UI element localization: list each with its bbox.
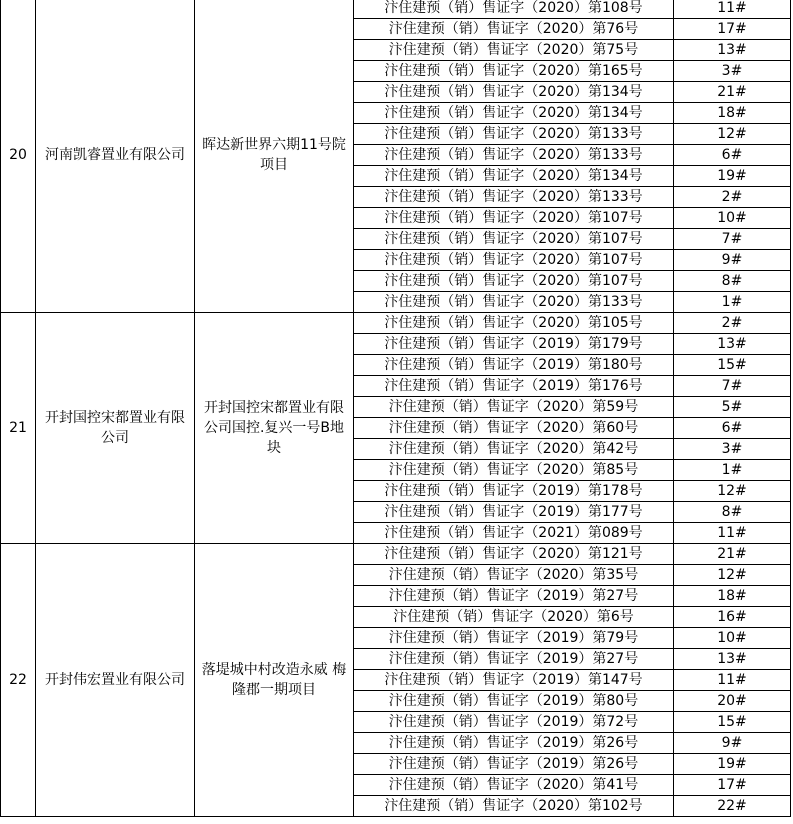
permit-number: 汴住建预（销）售证字（2020）第134号 <box>354 82 674 103</box>
building-number: 22# <box>674 796 791 817</box>
permit-number: 汴住建预（销）售证字（2019）第27号 <box>354 649 674 670</box>
building-number: 1# <box>674 460 791 481</box>
group-number: 20 <box>1 0 36 313</box>
permit-number: 汴住建预（销）售证字（2019）第179号 <box>354 334 674 355</box>
building-number: 19# <box>674 166 791 187</box>
building-number: 10# <box>674 208 791 229</box>
building-number: 15# <box>674 712 791 733</box>
permit-number: 汴住建预（销）售证字（2019）第176号 <box>354 376 674 397</box>
table-row <box>1 0 791 19</box>
permit-number: 汴住建预（销）售证字（2020）第107号 <box>354 250 674 271</box>
permit-number: 汴住建预（销）售证字（2020）第133号 <box>354 292 674 313</box>
building-number: 6# <box>674 418 791 439</box>
project-name: 晖达新世界六期11号院项目 <box>195 0 354 313</box>
building-number: 5# <box>674 397 791 418</box>
building-number: 3# <box>674 439 791 460</box>
permit-number: 汴住建预（销）售证字（2020）第134号 <box>354 166 674 187</box>
building-number: 21# <box>674 544 791 565</box>
building-number: 12# <box>674 481 791 502</box>
permit-number: 汴住建预（销）售证字（2019）第80号 <box>354 691 674 712</box>
building-number: 18# <box>674 103 791 124</box>
building-number: 15# <box>674 355 791 376</box>
permit-number: 汴住建预（销）售证字（2019）第177号 <box>354 502 674 523</box>
permit-number: 汴住建预（销）售证字（2020）第76号 <box>354 19 674 40</box>
building-number: 7# <box>674 376 791 397</box>
building-number: 8# <box>674 502 791 523</box>
group-number: 22 <box>1 544 36 817</box>
permit-number: 汴住建预（销）售证字（2020）第133号 <box>354 187 674 208</box>
building-number: 6# <box>674 145 791 166</box>
building-number: 11# <box>674 670 791 691</box>
permit-number: 汴住建预（销）售证字（2021）第089号 <box>354 523 674 544</box>
building-number: 2# <box>674 187 791 208</box>
building-number: 12# <box>674 565 791 586</box>
permit-number: 汴住建预（销）售证字（2019）第72号 <box>354 712 674 733</box>
permit-number: 汴住建预（销）售证字（2020）第35号 <box>354 565 674 586</box>
building-number: 9# <box>674 250 791 271</box>
permit-number: 汴住建预（销）售证字（2020）第165号 <box>354 61 674 82</box>
permit-number: 汴住建预（销）售证字（2020）第107号 <box>354 271 674 292</box>
building-number: 11# <box>674 0 791 19</box>
permit-number: 汴住建预（销）售证字（2019）第147号 <box>354 670 674 691</box>
permit-number: 汴住建预（销）售证字（2019）第79号 <box>354 628 674 649</box>
building-number: 2# <box>674 313 791 334</box>
building-number: 11# <box>674 523 791 544</box>
permit-number: 汴住建预（销）售证字（2019）第27号 <box>354 586 674 607</box>
building-number: 18# <box>674 586 791 607</box>
permit-number: 汴住建预（销）售证字（2019）第180号 <box>354 355 674 376</box>
table-row <box>1 313 791 334</box>
building-number: 20# <box>674 691 791 712</box>
building-number: 12# <box>674 124 791 145</box>
permit-number: 汴住建预（销）售证字（2020）第60号 <box>354 418 674 439</box>
permit-number: 汴住建预（销）售证字（2020）第108号 <box>354 0 674 19</box>
table-body <box>1 0 791 817</box>
permit-number: 汴住建预（销）售证字（2020）第133号 <box>354 124 674 145</box>
building-number: 17# <box>674 19 791 40</box>
building-number: 13# <box>674 334 791 355</box>
permit-number: 汴住建预（销）售证字（2020）第105号 <box>354 313 674 334</box>
permit-number: 汴住建预（销）售证字（2020）第107号 <box>354 229 674 250</box>
company-name: 河南凯睿置业有限公司 <box>36 0 195 313</box>
permit-number: 汴住建预（销）售证字（2020）第75号 <box>354 40 674 61</box>
permit-number: 汴住建预（销）售证字（2019）第26号 <box>354 733 674 754</box>
building-number: 10# <box>674 628 791 649</box>
building-number: 16# <box>674 607 791 628</box>
permit-number: 汴住建预（销）售证字（2020）第121号 <box>354 544 674 565</box>
permit-number: 汴住建预（销）售证字（2019）第26号 <box>354 754 674 775</box>
company-name: 开封伟宏置业有限公司 <box>36 544 195 817</box>
company-name: 开封国控宋都置业有限公司 <box>36 313 195 544</box>
building-number: 21# <box>674 82 791 103</box>
building-number: 9# <box>674 733 791 754</box>
building-number: 13# <box>674 40 791 61</box>
building-number: 3# <box>674 61 791 82</box>
permit-number: 汴住建预（销）售证字（2020）第42号 <box>354 439 674 460</box>
permit-number: 汴住建预（销）售证字（2020）第134号 <box>354 103 674 124</box>
building-number: 17# <box>674 775 791 796</box>
permit-number: 汴住建预（销）售证字（2019）第178号 <box>354 481 674 502</box>
permit-number: 汴住建预（销）售证字（2020）第85号 <box>354 460 674 481</box>
group-number: 21 <box>1 313 36 544</box>
building-number: 1# <box>674 292 791 313</box>
building-number: 7# <box>674 229 791 250</box>
permit-number: 汴住建预（销）售证字（2020）第6号 <box>354 607 674 628</box>
permit-number: 汴住建预（销）售证字（2020）第41号 <box>354 775 674 796</box>
building-number: 13# <box>674 649 791 670</box>
building-number: 8# <box>674 271 791 292</box>
building-number: 19# <box>674 754 791 775</box>
project-name: 落堤城中村改造永威 梅隆郡一期项目 <box>195 544 354 817</box>
permit-number: 汴住建预（销）售证字（2020）第102号 <box>354 796 674 817</box>
permit-number: 汴住建预（销）售证字（2020）第133号 <box>354 145 674 166</box>
permit-number: 汴住建预（销）售证字（2020）第107号 <box>354 208 674 229</box>
project-name: 开封国控宋都置业有限公司国控.复兴一号B地块 <box>195 313 354 544</box>
permit-number: 汴住建预（销）售证字（2020）第59号 <box>354 397 674 418</box>
table-row <box>1 544 791 565</box>
